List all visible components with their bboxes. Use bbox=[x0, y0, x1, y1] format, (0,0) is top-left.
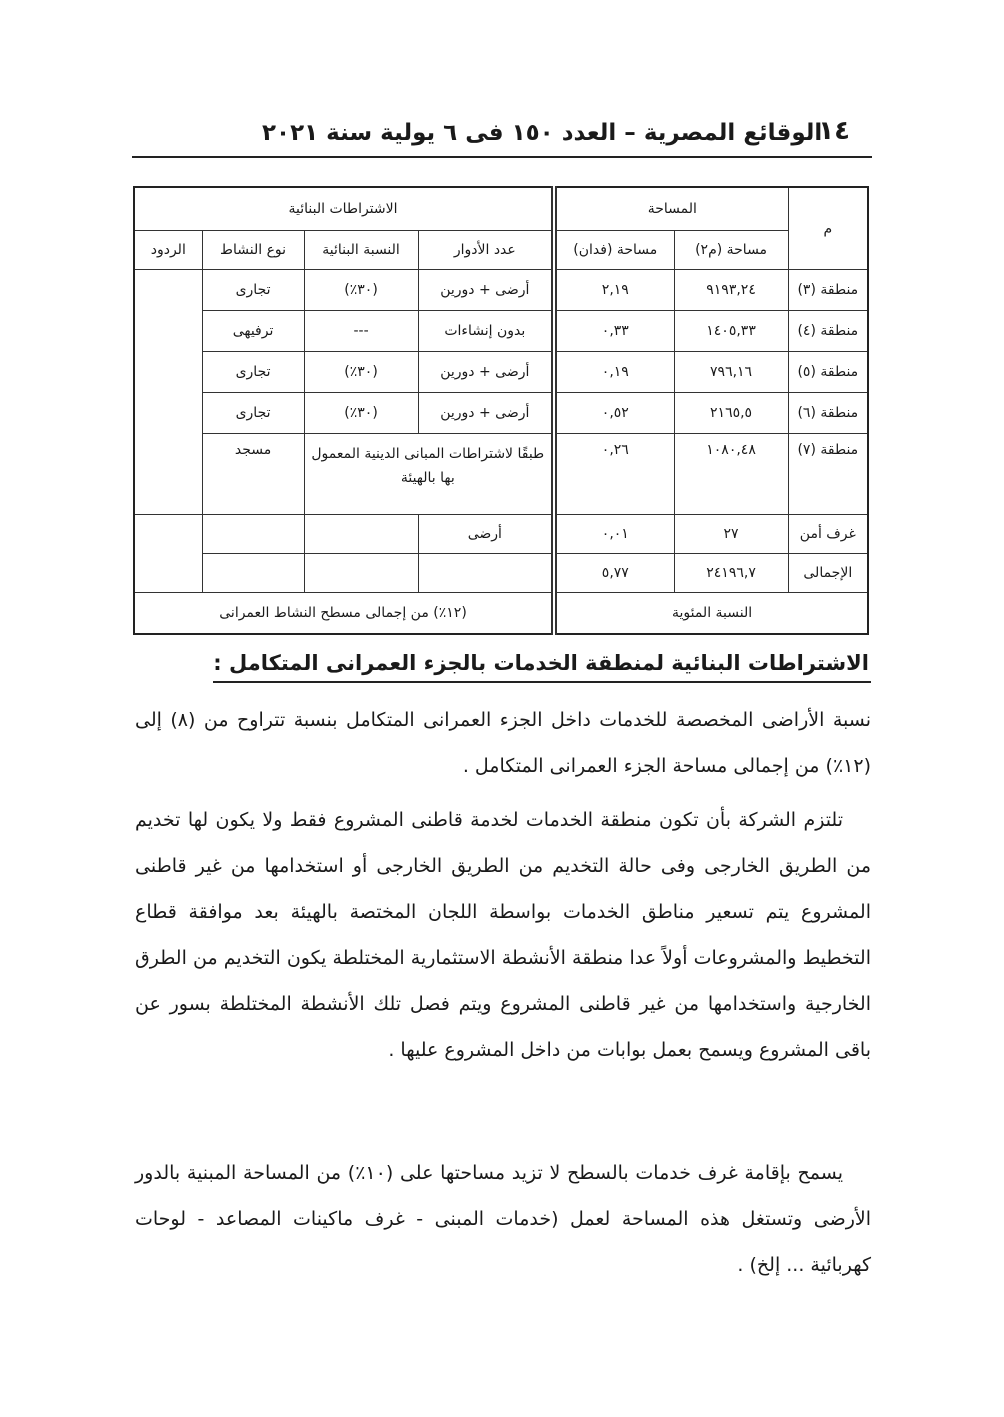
header-area-m2: مساحة (م٢) bbox=[674, 231, 788, 270]
zone-cell: منطقة (٥) bbox=[788, 352, 868, 393]
paragraph-company-obligations: تلتزم الشركة بأن تكون منطقة الخدمات لخدمة قاطنى المشروع فقط ولا يكون لها تخديم من الطريق الخارجى وفى حالة التخديم من الطريق الخارجى أو استخدامها من غير قاطنى المشروع يتم تسعير مناطق الخدمات بواسطة اللجان المختصة بالهيئة بعد موافقة قطاع التخطيط والمشروعات أولاً عدا منطقة الأنشطة الاستثمارية المختلطة يكون التخديم من الطرق الخارجية واستخدامها من غير قاطنى المشروع ويتم فصل تلك الأنشطة المختلطة بسور عن باقى المشروع ويسمح بعمل بوابات من داخل المشروع عليها . bbox=[135, 809, 871, 1061]
table-row bbox=[134, 352, 868, 393]
activity-cell bbox=[202, 554, 304, 593]
area-m2-cell: ٢١٦٥,٥ bbox=[674, 393, 788, 434]
table-row bbox=[134, 434, 868, 515]
section-heading: الاشتراطات البنائية لمنطقة الخدمات بالجزء العمرانى المتكامل : bbox=[213, 651, 871, 683]
percentage-value: (١٢٪) من إجمالى مسطح النشاط العمرانى bbox=[134, 593, 554, 635]
zone-cell: منطقة (٣) bbox=[788, 270, 868, 311]
area-m2-cell: ٢٧ bbox=[674, 515, 788, 554]
activity-cell bbox=[202, 515, 304, 554]
paragraph-service-ratio: نسبة الأراضى المخصصة للخدمات داخل الجزء العمرانى المتكامل بنسبة تتراوح من (٨) إلى (١٢٪) من إجمالى مساحة الجزء العمرانى المتكامل . bbox=[135, 709, 872, 777]
area-m2-cell: ٧٩٦,١٦ bbox=[674, 352, 788, 393]
percentage-label: النسبة المئوية bbox=[554, 593, 868, 635]
table-row bbox=[134, 393, 868, 434]
area-feddan-cell: ٢,١٩ bbox=[554, 270, 674, 311]
table-row bbox=[134, 270, 868, 311]
paragraph-roof-rooms: يسمح بإقامة غرف خدمات بالسطح لا تزيد مساحتها على (١٠٪) من المساحة المبنية بالدور الأرضى وتستغل هذه المساحة لعمل (خدمات المبنى - غرف ماكينات المصاعد - لوحات كهربائية ... إلخ) . bbox=[135, 1162, 871, 1276]
floors-cell: أرضى + دورين bbox=[418, 352, 554, 393]
area-m2-cell: ١٠٨٠,٤٨ bbox=[674, 434, 788, 515]
floors-cell bbox=[418, 554, 554, 593]
activity-cell: تجارى bbox=[202, 270, 304, 311]
total-m2: ٢٤١٩٦,٧ bbox=[674, 554, 788, 593]
ratio-cell: (٣٠٪) bbox=[304, 270, 418, 311]
ratio-cell bbox=[304, 554, 418, 593]
floors-cell: أرضى + دورين bbox=[418, 393, 554, 434]
activity-cell: تجارى bbox=[202, 352, 304, 393]
setbacks-cell bbox=[134, 270, 202, 515]
area-m2-cell: ١٤٠٥,٣٣ bbox=[674, 311, 788, 352]
ratio-cell: --- bbox=[304, 311, 418, 352]
area-feddan-cell: ٠,٠١ bbox=[554, 515, 674, 554]
zone-cell: منطقة (٧) bbox=[788, 434, 868, 515]
header-ratio: النسبة البنائية bbox=[304, 231, 418, 270]
activity-cell: ترفيهى bbox=[202, 311, 304, 352]
area-feddan-cell: ٠,١٩ bbox=[554, 352, 674, 393]
setbacks-cell bbox=[134, 515, 202, 593]
activity-cell: مسجد bbox=[202, 434, 304, 515]
header-area-group: المساحة bbox=[554, 187, 788, 231]
total-feddan: ٥,٧٧ bbox=[554, 554, 674, 593]
header-activity: نوع النشاط bbox=[202, 231, 304, 270]
header-setbacks: الردود bbox=[134, 231, 202, 270]
floors-cell: أرضى + دورين bbox=[418, 270, 554, 311]
area-feddan-cell: ٠,٢٦ bbox=[554, 434, 674, 515]
header-floors: عدد الأدوار bbox=[418, 231, 554, 270]
floors-cell: بدون إنشاءات bbox=[418, 311, 554, 352]
area-feddan-cell: ٠,٣٣ bbox=[554, 311, 674, 352]
religious-conditions-cell: طبقًا لاشتراطات المبانى الدينية المعمول بها بالهيئة bbox=[304, 434, 554, 515]
page-header bbox=[132, 112, 872, 158]
floors-cell: أرضى bbox=[418, 515, 554, 554]
journal-title: الوقائع المصرية – العدد ١٥٠ فى ٦ يولية سنة ٢٠٢١ bbox=[262, 120, 823, 146]
table-row-percentage bbox=[134, 593, 868, 635]
header-building-group: الاشتراطات البنائية bbox=[134, 187, 554, 231]
ratio-cell: (٣٠٪) bbox=[304, 352, 418, 393]
activity-cell: تجارى bbox=[202, 393, 304, 434]
table-row bbox=[134, 311, 868, 352]
zone-cell: منطقة (٤) bbox=[788, 311, 868, 352]
ratio-cell: (٣٠٪) bbox=[304, 393, 418, 434]
area-feddan-cell: ٠,٥٢ bbox=[554, 393, 674, 434]
table-row-total bbox=[134, 554, 868, 593]
ratio-cell bbox=[304, 515, 418, 554]
zone-cell: منطقة (٦) bbox=[788, 393, 868, 434]
zone-cell: غرف أمن bbox=[788, 515, 868, 554]
header-area-feddan: مساحة (فدان) bbox=[554, 231, 674, 270]
header-m: م bbox=[788, 187, 868, 270]
page-number: ١٤ bbox=[818, 116, 850, 146]
area-m2-cell: ٩١٩٣,٢٤ bbox=[674, 270, 788, 311]
table-row bbox=[134, 515, 868, 554]
building-conditions-table bbox=[133, 186, 869, 635]
total-label: الإجمالى bbox=[788, 554, 868, 593]
